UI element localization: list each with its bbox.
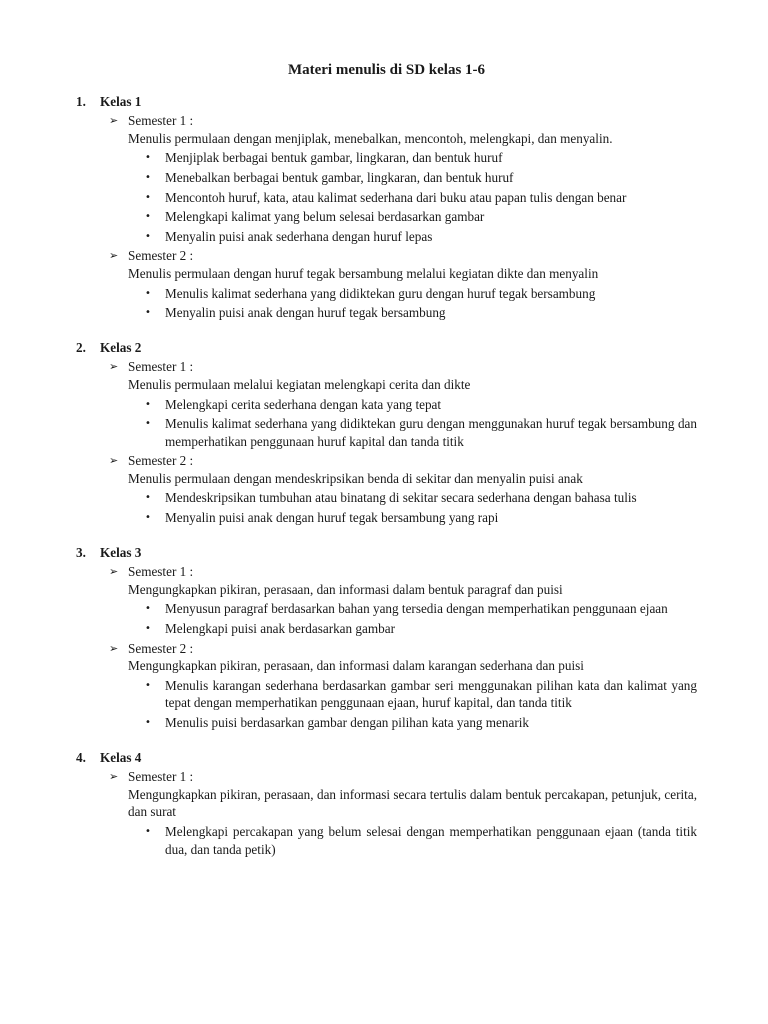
bullet-dot-icon: • bbox=[145, 230, 151, 242]
kelas-label: Kelas 4 bbox=[100, 749, 142, 765]
kelas-list bbox=[76, 93, 697, 859]
bullet-dot-icon: • bbox=[145, 603, 151, 615]
semester-label: Semester 2 : bbox=[128, 248, 194, 264]
semester-heading bbox=[109, 358, 697, 376]
semester-description: Menulis permulaan dengan mendeskripsikan benda di sekitar dan menyalin puisi anak bbox=[128, 470, 583, 486]
list-item bbox=[145, 189, 697, 207]
competency-list bbox=[109, 149, 697, 245]
list-item-text: Melengkapi kalimat yang belum selesai berdasarkan gambar bbox=[165, 209, 485, 225]
arrow-bullet-icon: ➢ bbox=[109, 770, 119, 784]
semester-label: Semester 1 : bbox=[128, 359, 194, 375]
semester-description: Mengungkapkan pikiran, perasaan, dan informasi dalam karangan sederhana dan puisi bbox=[128, 658, 584, 674]
bullet-dot-icon: • bbox=[145, 211, 151, 223]
semester-heading bbox=[109, 112, 697, 130]
semester-heading bbox=[109, 247, 697, 265]
semester-block bbox=[109, 358, 697, 450]
semester-heading bbox=[109, 563, 697, 581]
semester-description: Menulis permulaan melalui kegiatan melengkapi cerita dan dikte bbox=[128, 376, 471, 392]
semester-heading bbox=[109, 640, 697, 658]
list-item bbox=[145, 489, 697, 507]
bullet-dot-icon: • bbox=[145, 287, 151, 299]
list-item-text: Menulis kalimat sederhana yang didiktekan guru dengan huruf tegak bersambung bbox=[165, 285, 596, 301]
bullet-dot-icon: • bbox=[145, 418, 151, 430]
kelas-label: Kelas 2 bbox=[100, 339, 142, 355]
list-item-text: Menebalkan berbagai bentuk gambar, lingkaran, dan bentuk huruf bbox=[165, 169, 514, 185]
arrow-bullet-icon: ➢ bbox=[109, 565, 119, 579]
bullet-dot-icon: • bbox=[145, 679, 151, 691]
kelas-heading bbox=[76, 749, 697, 767]
kelas-section bbox=[76, 93, 697, 322]
kelas-number: 2. bbox=[76, 339, 86, 355]
list-item-text: Mencontoh huruf, kata, atau kalimat sederhana dari buku atau papan tulis dengan benar bbox=[165, 189, 627, 205]
kelas-heading bbox=[76, 544, 697, 562]
semester-block bbox=[109, 768, 697, 858]
list-item bbox=[145, 149, 697, 167]
semester-heading bbox=[109, 768, 697, 786]
semester-heading bbox=[109, 452, 697, 470]
list-item-text: Menyalin puisi anak dengan huruf tegak bersambung bbox=[165, 305, 446, 321]
list-item bbox=[145, 677, 697, 712]
semester-block bbox=[109, 452, 697, 526]
list-item-text: Mendeskripsikan tumbuhan atau binatang di sekitar secara sederhana dengan bahasa tulis bbox=[165, 490, 637, 506]
list-item-text: Melengkapi cerita sederhana dengan kata yang tepat bbox=[165, 396, 442, 412]
list-item bbox=[145, 415, 697, 450]
list-item bbox=[145, 169, 697, 187]
list-item bbox=[145, 620, 697, 638]
semester-description: Menulis permulaan dengan menjiplak, menebalkan, mencontoh, melengkapi, dan menyalin. bbox=[128, 130, 613, 146]
bullet-dot-icon: • bbox=[145, 307, 151, 319]
kelas-section bbox=[76, 339, 697, 527]
list-item bbox=[145, 285, 697, 303]
kelas-number: 1. bbox=[76, 93, 86, 109]
semester-label: Semester 2 : bbox=[128, 453, 194, 469]
bullet-dot-icon: • bbox=[145, 717, 151, 728]
semester-block bbox=[109, 563, 697, 637]
kelas-number: 3. bbox=[76, 544, 86, 560]
list-item-text: Melengkapi puisi anak berdasarkan gambar bbox=[165, 621, 395, 637]
arrow-bullet-icon: ➢ bbox=[109, 360, 119, 374]
semester-description: Mengungkapkan pikiran, perasaan, dan informasi secara tertulis dalam bentuk percakapan, petunjuk, cerita, dan surat bbox=[128, 786, 697, 820]
kelas-label: Kelas 1 bbox=[100, 93, 142, 109]
bullet-dot-icon: • bbox=[145, 171, 151, 183]
bullet-dot-icon: • bbox=[145, 398, 151, 410]
arrow-bullet-icon: ➢ bbox=[109, 454, 119, 468]
semester-label: Semester 1 : bbox=[128, 113, 194, 129]
kelas-heading bbox=[76, 93, 697, 111]
competency-list bbox=[109, 285, 697, 322]
competency-list bbox=[109, 677, 697, 732]
list-item bbox=[145, 396, 697, 414]
semester-description: Mengungkapkan pikiran, perasaan, dan informasi dalam bentuk paragraf dan puisi bbox=[128, 581, 563, 597]
list-item bbox=[145, 228, 697, 246]
semester-label: Semester 2 : bbox=[128, 640, 194, 656]
semester-description: Menulis permulaan dengan huruf tegak bersambung melalui kegiatan dikte dan menyalin bbox=[128, 265, 599, 281]
competency-list bbox=[109, 396, 697, 451]
page-title: Materi menulis di SD kelas 1-6 bbox=[287, 62, 486, 78]
arrow-bullet-icon: ➢ bbox=[109, 641, 119, 655]
list-item-text: Menulis karangan sederhana berdasarkan gambar seri menggunakan pilihan kata dan kalimat yang tepat dengan memperhatikan penggunaan ejaan, huruf kapital, dan tanda titik bbox=[165, 677, 697, 711]
semester-block bbox=[109, 112, 697, 245]
semester-block bbox=[109, 247, 697, 321]
kelas-number: 4. bbox=[76, 749, 86, 765]
list-item-text: Menyalin puisi anak dengan huruf tegak bersambung yang rapi bbox=[165, 510, 499, 526]
list-item bbox=[145, 823, 697, 858]
list-item-text: Melengkapi percakapan yang belum selesai dengan memperhatikan penggunaan ejaan (tanda titik dua, dan tanda petik) bbox=[165, 823, 697, 857]
semester-label: Semester 1 : bbox=[128, 769, 194, 785]
list-item-text: Menulis kalimat sederhana yang didiktekan guru dengan menggunakan huruf tegak bersambung dan memperhatikan penggunaan huruf kapital dan tanda titik bbox=[165, 416, 697, 449]
kelas-section bbox=[76, 544, 697, 732]
list-item-text: Menyusun paragraf berdasarkan bahan yang tersedia dengan memperhatikan penggunaan ejaan bbox=[165, 601, 668, 617]
competency-list bbox=[109, 489, 697, 526]
list-item bbox=[145, 509, 697, 527]
list-item bbox=[145, 714, 697, 732]
list-item bbox=[145, 208, 697, 226]
bullet-dot-icon: • bbox=[145, 191, 151, 203]
arrow-bullet-icon: ➢ bbox=[109, 114, 119, 128]
bullet-dot-icon: • bbox=[145, 623, 151, 635]
bullet-dot-icon: • bbox=[145, 512, 151, 524]
bullet-dot-icon: • bbox=[145, 152, 151, 164]
bullet-dot-icon: • bbox=[145, 492, 151, 504]
competency-list bbox=[109, 600, 697, 637]
list-item-text: Menjiplak berbagai bentuk gambar, lingkaran, dan bentuk huruf bbox=[165, 150, 503, 166]
kelas-heading bbox=[76, 339, 697, 357]
list-item bbox=[145, 600, 697, 618]
competency-list bbox=[109, 823, 697, 858]
kelas-section bbox=[76, 749, 697, 859]
list-item-text: Menyalin puisi anak sederhana dengan huruf lepas bbox=[165, 228, 433, 244]
semester-block bbox=[109, 640, 697, 732]
list-item bbox=[145, 304, 697, 322]
bullet-dot-icon: • bbox=[145, 825, 151, 837]
list-item-text: Menulis puisi berdasarkan gambar dengan pilihan kata yang menarik bbox=[165, 715, 530, 730]
arrow-bullet-icon: ➢ bbox=[109, 249, 119, 263]
kelas-label: Kelas 3 bbox=[100, 544, 142, 560]
semester-label: Semester 1 : bbox=[128, 564, 194, 580]
